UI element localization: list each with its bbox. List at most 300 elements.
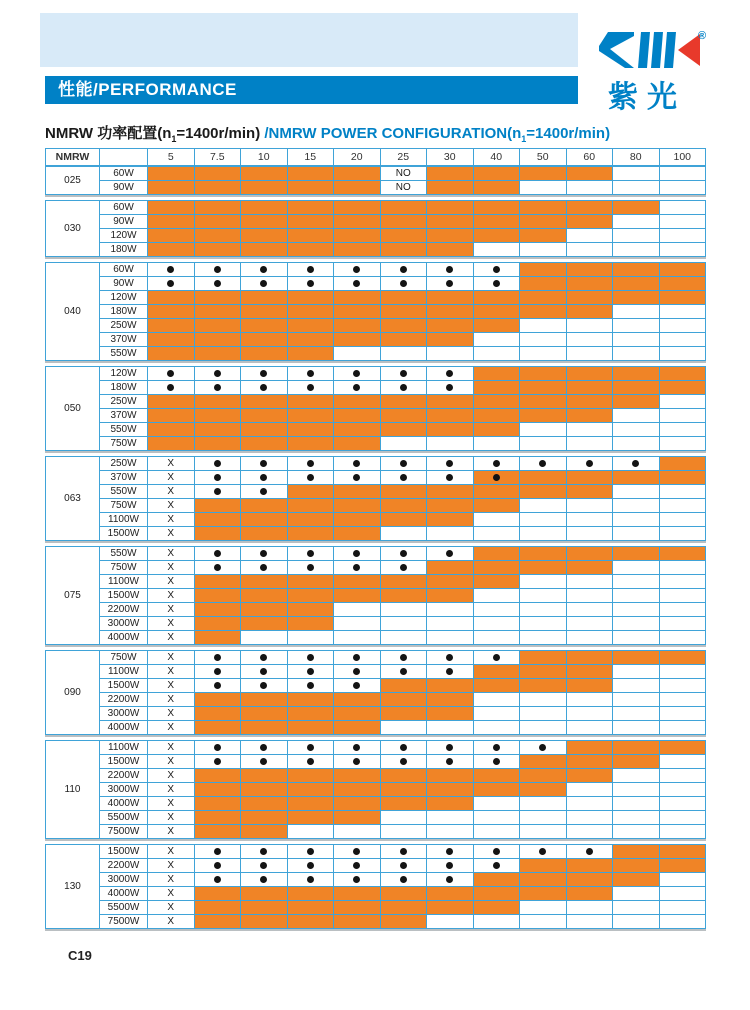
ratio-cell [148, 631, 195, 645]
ratio-cell [380, 755, 427, 769]
dot-marker [493, 266, 500, 273]
ratio-cell [148, 423, 195, 437]
ratio-cell [613, 423, 660, 437]
ratio-cell [334, 333, 381, 347]
ratio-cell [287, 305, 334, 319]
dot-marker [260, 876, 267, 883]
power-label: 90W [100, 215, 148, 229]
ratio-cell [194, 741, 241, 755]
ratio-cell [241, 181, 288, 195]
ratio-cell [148, 547, 195, 561]
ratio-cell [194, 915, 241, 929]
ratio-cell [194, 631, 241, 645]
power-label: 1500W [100, 589, 148, 603]
ratio-cell [148, 811, 195, 825]
ratio-cell [566, 901, 613, 915]
ratio-cell [334, 915, 381, 929]
x-marker: X [167, 798, 175, 809]
ratio-cell [473, 291, 520, 305]
ratio-cell [194, 471, 241, 485]
dot-marker [446, 460, 453, 467]
ratio-cell [659, 873, 706, 887]
dot-marker [260, 460, 267, 467]
table-row [46, 603, 706, 617]
ratio-cell [613, 589, 660, 603]
ratio-cell [287, 665, 334, 679]
x-marker: X [167, 680, 175, 691]
ratio-cell [566, 845, 613, 859]
dot-marker [260, 682, 267, 689]
ratio-cell [334, 693, 381, 707]
ratio-cell [287, 575, 334, 589]
ratio-cell [520, 201, 567, 215]
ratio-cell [380, 437, 427, 451]
ratio-cell [520, 333, 567, 347]
ratio-cell [334, 741, 381, 755]
ratio-cell [380, 547, 427, 561]
table-header-row [45, 148, 706, 166]
ratio-cell [148, 679, 195, 693]
ratio-cell [520, 575, 567, 589]
x-marker: X [167, 562, 175, 573]
no-marker: NO [395, 182, 411, 193]
ratio-cell [659, 485, 706, 499]
ratio-cell [334, 513, 381, 527]
ratio-cell [613, 277, 660, 291]
table-row [46, 769, 706, 783]
ratio-cell [241, 437, 288, 451]
ratio-cell [334, 215, 381, 229]
power-label: 5500W [100, 811, 148, 825]
header-ratio-100: 100 [659, 149, 706, 166]
ratio-cell [427, 603, 474, 617]
ratio-cell [427, 167, 474, 181]
ratio-cell [613, 347, 660, 361]
table-row [46, 167, 706, 181]
power-label: 3000W [100, 873, 148, 887]
ratio-cell [148, 859, 195, 873]
ratio-cell [148, 215, 195, 229]
ratio-cell [613, 215, 660, 229]
ratio-cell [473, 485, 520, 499]
ratio-cell [566, 381, 613, 395]
dot-marker [353, 758, 360, 765]
ratio-cell [194, 887, 241, 901]
power-label: 3000W [100, 707, 148, 721]
ratio-cell [241, 333, 288, 347]
ratio-cell [194, 167, 241, 181]
dot-marker [446, 862, 453, 869]
ratio-cell [194, 547, 241, 561]
ratio-cell [334, 527, 381, 541]
ratio-cell [613, 201, 660, 215]
ratio-cell [380, 783, 427, 797]
ratio-cell [613, 263, 660, 277]
dot-marker [353, 384, 360, 391]
ratio-cell [613, 575, 660, 589]
table-row [46, 693, 706, 707]
dot-marker [307, 668, 314, 675]
dot-marker [446, 474, 453, 481]
x-marker: X [167, 472, 175, 483]
ratio-cell [380, 229, 427, 243]
ratio-cell [427, 485, 474, 499]
ratio-cell [148, 229, 195, 243]
ratio-cell [473, 381, 520, 395]
dot-marker [214, 460, 221, 467]
ratio-cell [613, 859, 660, 873]
table-row [46, 381, 706, 395]
page-title [45, 122, 610, 144]
ratio-cell [473, 471, 520, 485]
power-label: 3000W [100, 617, 148, 631]
ratio-cell [287, 215, 334, 229]
dot-marker [400, 266, 407, 273]
ratio-cell [473, 887, 520, 901]
x-marker: X [167, 666, 175, 677]
ratio-cell [241, 243, 288, 257]
x-marker: X [167, 742, 175, 753]
ratio-cell [427, 181, 474, 195]
ratio-cell [520, 409, 567, 423]
ratio-cell [566, 811, 613, 825]
ratio-cell [566, 367, 613, 381]
ratio-cell [148, 243, 195, 257]
registered-mark: ® [698, 30, 707, 42]
dot-marker [214, 370, 221, 377]
ratio-cell [287, 381, 334, 395]
ratio-cell [473, 665, 520, 679]
power-label: 3000W [100, 783, 148, 797]
x-marker: X [167, 708, 175, 719]
ratio-cell [520, 845, 567, 859]
ratio-cell [148, 347, 195, 361]
ratio-cell [194, 693, 241, 707]
ratio-cell [566, 769, 613, 783]
power-configuration-table [45, 148, 706, 934]
ratio-cell [566, 319, 613, 333]
ratio-cell [427, 243, 474, 257]
ratio-cell [427, 755, 474, 769]
ratio-cell [520, 277, 567, 291]
ratio-cell [148, 319, 195, 333]
ratio-cell [194, 665, 241, 679]
ratio-cell [520, 797, 567, 811]
table-row [46, 367, 706, 381]
ratio-cell [473, 243, 520, 257]
power-label: 5500W [100, 901, 148, 915]
ratio-cell [566, 457, 613, 471]
ratio-cell [194, 305, 241, 319]
model-group-075 [45, 546, 706, 645]
ratio-cell [287, 721, 334, 735]
ratio-cell [473, 437, 520, 451]
ratio-cell [148, 769, 195, 783]
ratio-cell [334, 721, 381, 735]
ratio-cell [148, 167, 195, 181]
ratio-cell [659, 811, 706, 825]
ratio-cell [566, 603, 613, 617]
header-ratio-40: 40 [473, 149, 520, 166]
dot-marker [167, 384, 174, 391]
dot-marker [260, 668, 267, 675]
ratio-cell [566, 423, 613, 437]
ratio-cell [659, 887, 706, 901]
ratio-cell [566, 347, 613, 361]
dot-marker [214, 862, 221, 869]
x-marker: X [167, 784, 175, 795]
ratio-cell [334, 423, 381, 437]
ratio-cell [427, 347, 474, 361]
ratio-cell [659, 575, 706, 589]
power-label: 2200W [100, 769, 148, 783]
power-label: 250W [100, 395, 148, 409]
ratio-cell [566, 617, 613, 631]
ratio-cell [473, 409, 520, 423]
ratio-cell [148, 575, 195, 589]
ratio-cell [659, 859, 706, 873]
header-ratio-50: 50 [520, 149, 567, 166]
x-marker: X [167, 874, 175, 885]
ratio-cell [194, 589, 241, 603]
ratio-cell [148, 527, 195, 541]
ratio-cell [380, 915, 427, 929]
ratio-cell [241, 561, 288, 575]
power-label: 750W [100, 499, 148, 513]
ratio-cell [148, 797, 195, 811]
ratio-cell [148, 471, 195, 485]
ratio-cell [194, 263, 241, 277]
ratio-cell [334, 631, 381, 645]
power-label: 370W [100, 333, 148, 347]
power-label: 180W [100, 243, 148, 257]
dot-marker [446, 668, 453, 675]
ratio-cell [148, 181, 195, 195]
model-label: 063 [46, 457, 100, 541]
ratio-cell [241, 589, 288, 603]
dot-marker [493, 474, 500, 481]
dot-marker [446, 758, 453, 765]
dot-marker [493, 848, 500, 855]
ratio-cell [566, 631, 613, 645]
ratio-cell [334, 873, 381, 887]
ratio-cell [659, 243, 706, 257]
ratio-cell [613, 887, 660, 901]
table-row [46, 201, 706, 215]
ratio-cell [473, 811, 520, 825]
ratio-cell [566, 741, 613, 755]
ratio-cell [334, 457, 381, 471]
ratio-cell [194, 499, 241, 513]
dot-marker [260, 280, 267, 287]
ratio-cell [287, 409, 334, 423]
dot-marker [307, 862, 314, 869]
ratio-cell [148, 367, 195, 381]
ratio-cell [427, 395, 474, 409]
ratio-cell [334, 263, 381, 277]
ratio-cell [473, 513, 520, 527]
dot-marker [353, 862, 360, 869]
dot-marker [493, 460, 500, 467]
ratio-cell [520, 783, 567, 797]
dot-marker [307, 654, 314, 661]
ratio-cell [241, 859, 288, 873]
ratio-cell [380, 873, 427, 887]
ratio-cell [194, 859, 241, 873]
ratio-cell [613, 513, 660, 527]
ratio-cell [241, 319, 288, 333]
dot-marker [260, 862, 267, 869]
dot-marker [400, 280, 407, 287]
page-number: C19 [68, 948, 92, 963]
ratio-cell [427, 769, 474, 783]
ratio-cell [148, 721, 195, 735]
model-group-040 [45, 262, 706, 361]
ratio-cell [473, 679, 520, 693]
header-ratio-60: 60 [566, 149, 613, 166]
ratio-cell [148, 603, 195, 617]
ratio-cell [287, 347, 334, 361]
ratio-cell [194, 603, 241, 617]
ratio-cell [473, 589, 520, 603]
ratio-cell [241, 915, 288, 929]
header-power-label [100, 149, 148, 166]
dot-marker [446, 370, 453, 377]
power-label: 1100W [100, 741, 148, 755]
zik-logo-icon [596, 30, 726, 70]
ratio-cell [427, 305, 474, 319]
ratio-cell [659, 201, 706, 215]
ratio-cell [427, 707, 474, 721]
header-ratio-30: 30 [427, 149, 474, 166]
table-row [46, 845, 706, 859]
ratio-cell [334, 617, 381, 631]
ratio-cell [659, 229, 706, 243]
dot-marker [493, 758, 500, 765]
ratio-cell [566, 873, 613, 887]
ratio-cell [659, 305, 706, 319]
dot-marker [400, 876, 407, 883]
ratio-cell [380, 395, 427, 409]
x-marker: X [167, 652, 175, 663]
x-marker: X [167, 756, 175, 767]
model-label: 040 [46, 263, 100, 361]
ratio-cell [659, 381, 706, 395]
ratio-cell [473, 333, 520, 347]
dot-marker [260, 550, 267, 557]
ratio-cell [613, 845, 660, 859]
header-ratio-80: 80 [613, 149, 660, 166]
dot-marker [400, 384, 407, 391]
ratio-cell [613, 631, 660, 645]
ratio-cell [613, 873, 660, 887]
ratio-cell [613, 707, 660, 721]
ratio-cell [427, 665, 474, 679]
ratio-cell [380, 305, 427, 319]
ratio-cell [241, 651, 288, 665]
model-group-110 [45, 740, 706, 839]
ratio-cell [287, 333, 334, 347]
ratio-cell [613, 783, 660, 797]
dot-marker [307, 876, 314, 883]
ratio-cell [659, 741, 706, 755]
ratio-cell [613, 457, 660, 471]
dot-marker [353, 474, 360, 481]
ratio-cell [520, 305, 567, 319]
ratio-cell [380, 423, 427, 437]
ratio-cell [659, 797, 706, 811]
ratio-cell [659, 693, 706, 707]
ratio-cell [473, 915, 520, 929]
dot-marker [214, 384, 221, 391]
ratio-cell [520, 693, 567, 707]
ratio-cell [287, 651, 334, 665]
ratio-cell [520, 437, 567, 451]
ratio-cell [194, 201, 241, 215]
ratio-cell [659, 215, 706, 229]
ratio-cell [520, 603, 567, 617]
ratio-cell [380, 811, 427, 825]
ratio-cell [241, 423, 288, 437]
ratio-cell [380, 589, 427, 603]
ratio-cell [520, 721, 567, 735]
ratio-cell [148, 651, 195, 665]
table-row [46, 305, 706, 319]
ratio-cell [287, 167, 334, 181]
dot-marker [260, 848, 267, 855]
ratio-cell [334, 755, 381, 769]
power-label: 550W [100, 423, 148, 437]
ratio-cell [334, 347, 381, 361]
brand-logo [596, 30, 726, 116]
ratio-cell [194, 367, 241, 381]
table-row [46, 617, 706, 631]
ratio-cell [334, 651, 381, 665]
ratio-cell [148, 381, 195, 395]
dot-marker [539, 460, 546, 467]
ratio-cell [148, 589, 195, 603]
ratio-cell [520, 499, 567, 513]
ratio-cell [613, 367, 660, 381]
ratio-cell [287, 471, 334, 485]
table-row [46, 811, 706, 825]
ratio-cell [566, 679, 613, 693]
ratio-cell [427, 409, 474, 423]
ratio-cell [520, 319, 567, 333]
ratio-cell [566, 201, 613, 215]
ratio-cell [566, 547, 613, 561]
ratio-cell [380, 263, 427, 277]
power-label: 60W [100, 167, 148, 181]
ratio-cell [287, 707, 334, 721]
ratio-cell [380, 499, 427, 513]
ratio-cell [287, 229, 334, 243]
power-label: 550W [100, 485, 148, 499]
dot-marker [214, 758, 221, 765]
ratio-cell [241, 201, 288, 215]
ratio-cell [241, 811, 288, 825]
dot-marker [400, 550, 407, 557]
x-marker: X [167, 528, 175, 539]
ratio-cell [287, 679, 334, 693]
ratio-cell [241, 499, 288, 513]
ratio-cell [194, 457, 241, 471]
ratio-cell [613, 229, 660, 243]
dot-marker [167, 266, 174, 273]
ratio-cell [194, 229, 241, 243]
ratio-cell [566, 797, 613, 811]
ratio-cell [427, 679, 474, 693]
